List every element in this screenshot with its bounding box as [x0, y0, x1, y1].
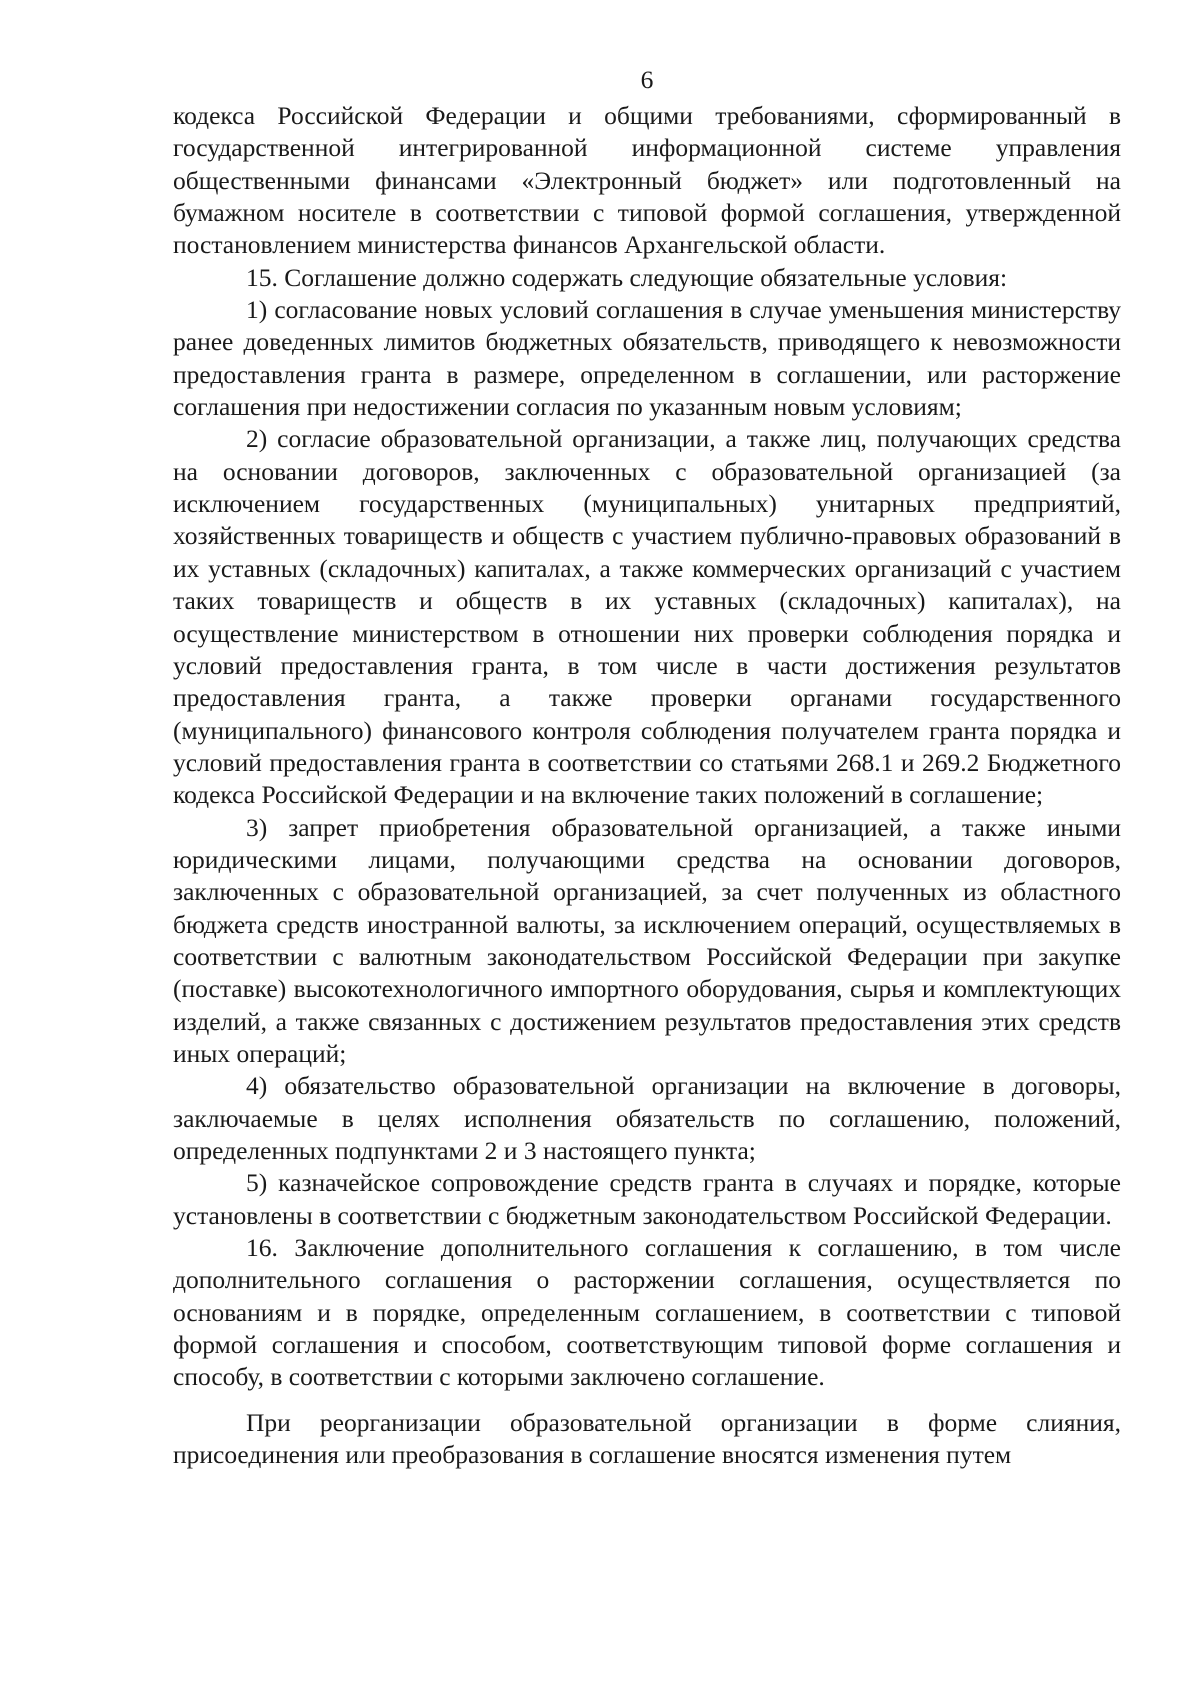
paragraph-subitem-4: 4) обязательство образовательной организации на включение в договоры, заключаемые в целях исполнения обязательств по соглашению, положений, определенных подпунктами 2 и 3 настоящего пункта; — [173, 1071, 1121, 1165]
document-page — [173, 64, 1121, 1471]
paragraph-subitem-5: 5) казначейское сопровождение средств гранта в случаях и порядке, которые установлены в соответствии с бюджетным законодательством Российской Федерации. — [173, 1168, 1121, 1230]
paragraph-subitem-3: 3) запрет приобретения образовательной организацией, а также иными юридическими лицами, получающими средства на основании договоров, заключенных с образовательной организацией, за счет полученных из областного бюджета средств иностранной валюты, за исключением операций, осуществляемых в соответствии с валютным законодательством Российской Федерации при закупке (поставке) высокотехнологичного импортного оборудования, сырья и комплектующих изделий, а также связанных с достижением результатов предоставления этих средств иных операций; — [173, 812, 1121, 1068]
paragraph-subitem-2: 2) согласие образовательной организации, а также лиц, получающих средства на основании договоров, заключенных с образовательной организацией (за исключением государственных (муниципальных) унитарных предприятий, хозяйственных товариществ и обществ с участием публично-правовых образований в их уставных (складочных) капиталах, а также коммерческих организаций с участием таких товариществ и обществ в их уставных (складочных) капиталах), на осуществление министерством в отношении них проверки соблюдения порядка и условий предоставления гранта, в том числе в части достижения результатов предоставления гранта, а также проверки органами государственного (муниципального) финансового контроля соблюдения получателем гранта порядка и условий предоставления гранта в соответствии со статьями 268.1 и 269.2 Бюджетного кодекса Российской Федерации и на включение таких положений в соглашение; — [173, 424, 1121, 810]
paragraph-subitem-1: 1) согласование новых условий соглашения в случае уменьшения министерству ранее доведенных лимитов бюджетных обязательств, приводящего к невозможности предоставления гранта в размере, определенном в соглашении, или расторжение соглашения при недостижении согласия по указанным новым условиям; — [173, 295, 1121, 422]
paragraph-item-15: 15. Соглашение должно содержать следующие обязательные условия: — [246, 262, 1008, 292]
paragraph-reorganization: При реорганизации образовательной организации в форме слияния, присоединения или преобразования в соглашение вносятся изменения путем — [173, 1407, 1121, 1470]
page-number: 6 — [640, 65, 654, 94]
paragraph-item-16: 16. Заключение дополнительного соглашения к соглашению, в том числе дополнительного соглашения о расторжении соглашения, осуществляется по основаниям и в порядке, определенным соглашением, в соответствии с типовой формой соглашения и способом, соответствующим типовой форме соглашения и способу, в соответствии с которыми заключено соглашение. — [173, 1233, 1121, 1392]
paragraph-continuation: кодекса Российской Федерации и общими требованиями, сформированный в государственной интегрированной информационной системе управления общественными финансами «Электронный бюджет» или подготовленный на бумажном носителе в соответствии с типовой формой соглашения, утвержденной постановлением министерства финансов Архангельской области. — [173, 101, 1121, 260]
